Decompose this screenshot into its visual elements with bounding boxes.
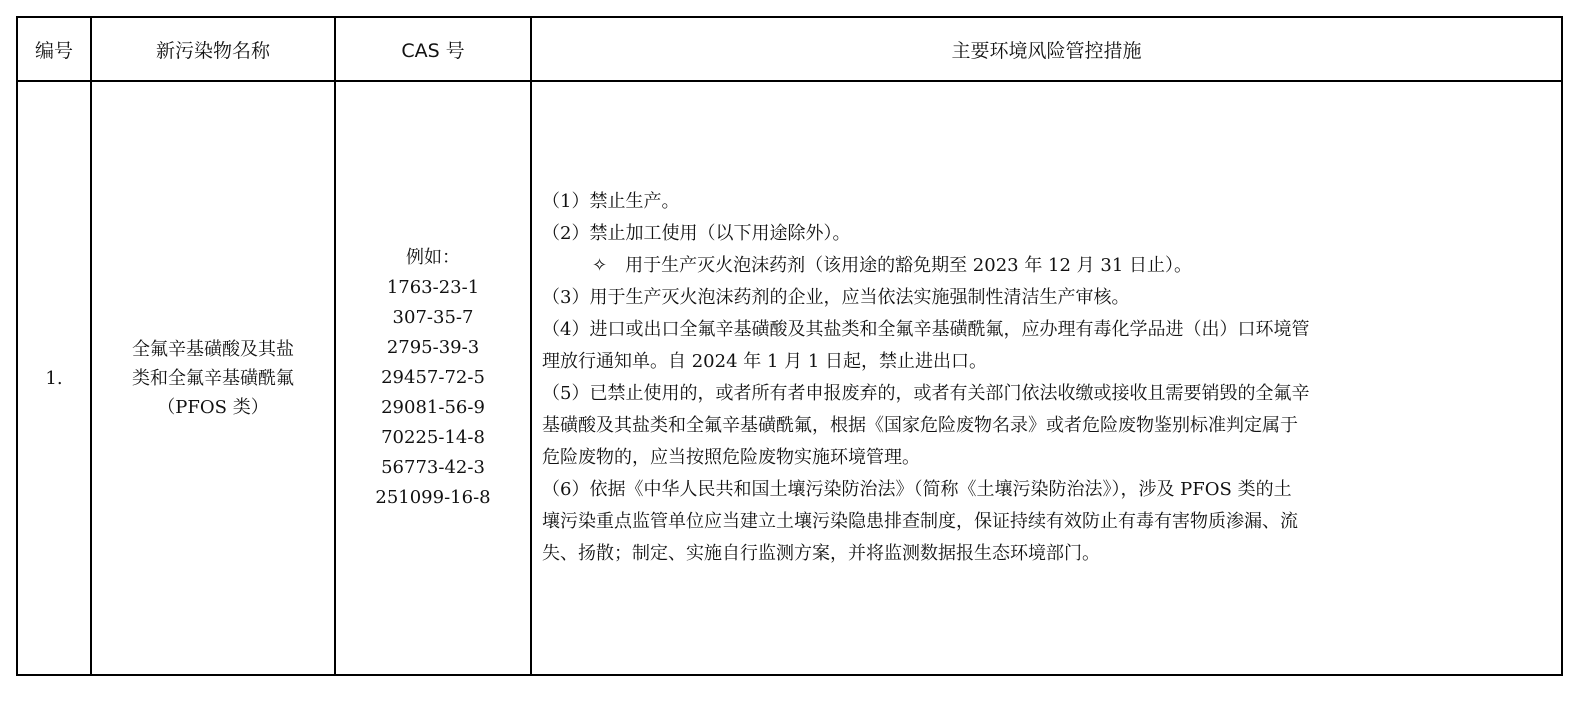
measure-line: （2）禁止加工使用（以下用途除外）。 [542,223,851,244]
control-measures-cell [531,81,1562,675]
measure-line: （5）已禁止使用的，或者所有者申报废弃的，或者有关部门依法收缴或接收且需要销毁的全氟辛 [542,383,1310,404]
cas-number: 251099-16-8 [375,487,491,508]
cas-number: 2795-39-3 [386,337,480,358]
measure-line: （3）用于生产灭火泡沫药剂的企业，应当依法实施强制性清洁生产审核。 [542,287,1130,308]
measure-line: 壤污染重点监管单位应当建立土壤污染隐患排查制度，保证持续有效防止有毒有害物质渗漏、流 [542,511,1298,532]
measure-line: （1）禁止生产。 [542,191,680,212]
measure-line: 基磺酸及其盐类和全氟辛基磺酰氟，根据《国家危险废物名录》或者危险废物鉴别标准判定属于 [542,415,1298,436]
cas-number: 29081-56-9 [381,397,485,418]
pollutant-name-line: （PFOS 类） [157,396,269,418]
pollutant-name-cell [91,81,335,675]
measure-exemption-line: ✧ 用于生产灭火泡沫药剂（该用途的豁免期至 2023 年 12 月 31 日止）。 [592,255,1193,276]
pollutant-name-line: 类和全氟辛基磺酰氟 [132,367,294,389]
table-row [17,81,1562,675]
pollutant-control-table [16,16,1563,676]
header-pollutant-name: 新污染物名称 [91,17,335,81]
measure-line: （6）依据《中华人民共和国土壤污染防治法》（简称《土壤污染防治法》），涉及 PFOS 类的土 [542,479,1292,500]
header-cas-number: CAS 号 [335,17,531,81]
pollutant-name-line: 全氟辛基磺酸及其盐 [132,338,294,360]
cas-number: 56773-42-3 [381,457,485,478]
header-control-measures: 主要环境风险管控措施 [531,17,1562,81]
cas-number: 70225-14-8 [381,427,485,448]
table-header-row [17,17,1562,81]
measure-line: 危险废物的，应当按照危险废物实施环境管理。 [542,447,920,468]
cas-number: 307-35-7 [392,307,474,328]
cas-example-label: 例如： [406,247,460,268]
measure-line: （4）进口或出口全氟辛基磺酸及其盐类和全氟辛基磺酰氟，应办理有毒化学品进（出）口环境管 [542,319,1310,340]
cas-cell [335,81,531,675]
measure-line: 理放行通知单。自 2024 年 1 月 1 日起，禁止进出口。 [542,351,988,372]
cas-number: 1763-23-1 [386,277,480,298]
header-number: 编号 [17,17,91,81]
measure-line: 失、扬散；制定、实施自行监测方案，并将监测数据报生态环境部门。 [542,543,1100,564]
cas-number: 29457-72-5 [381,367,485,388]
row-number: 1. [17,81,91,675]
